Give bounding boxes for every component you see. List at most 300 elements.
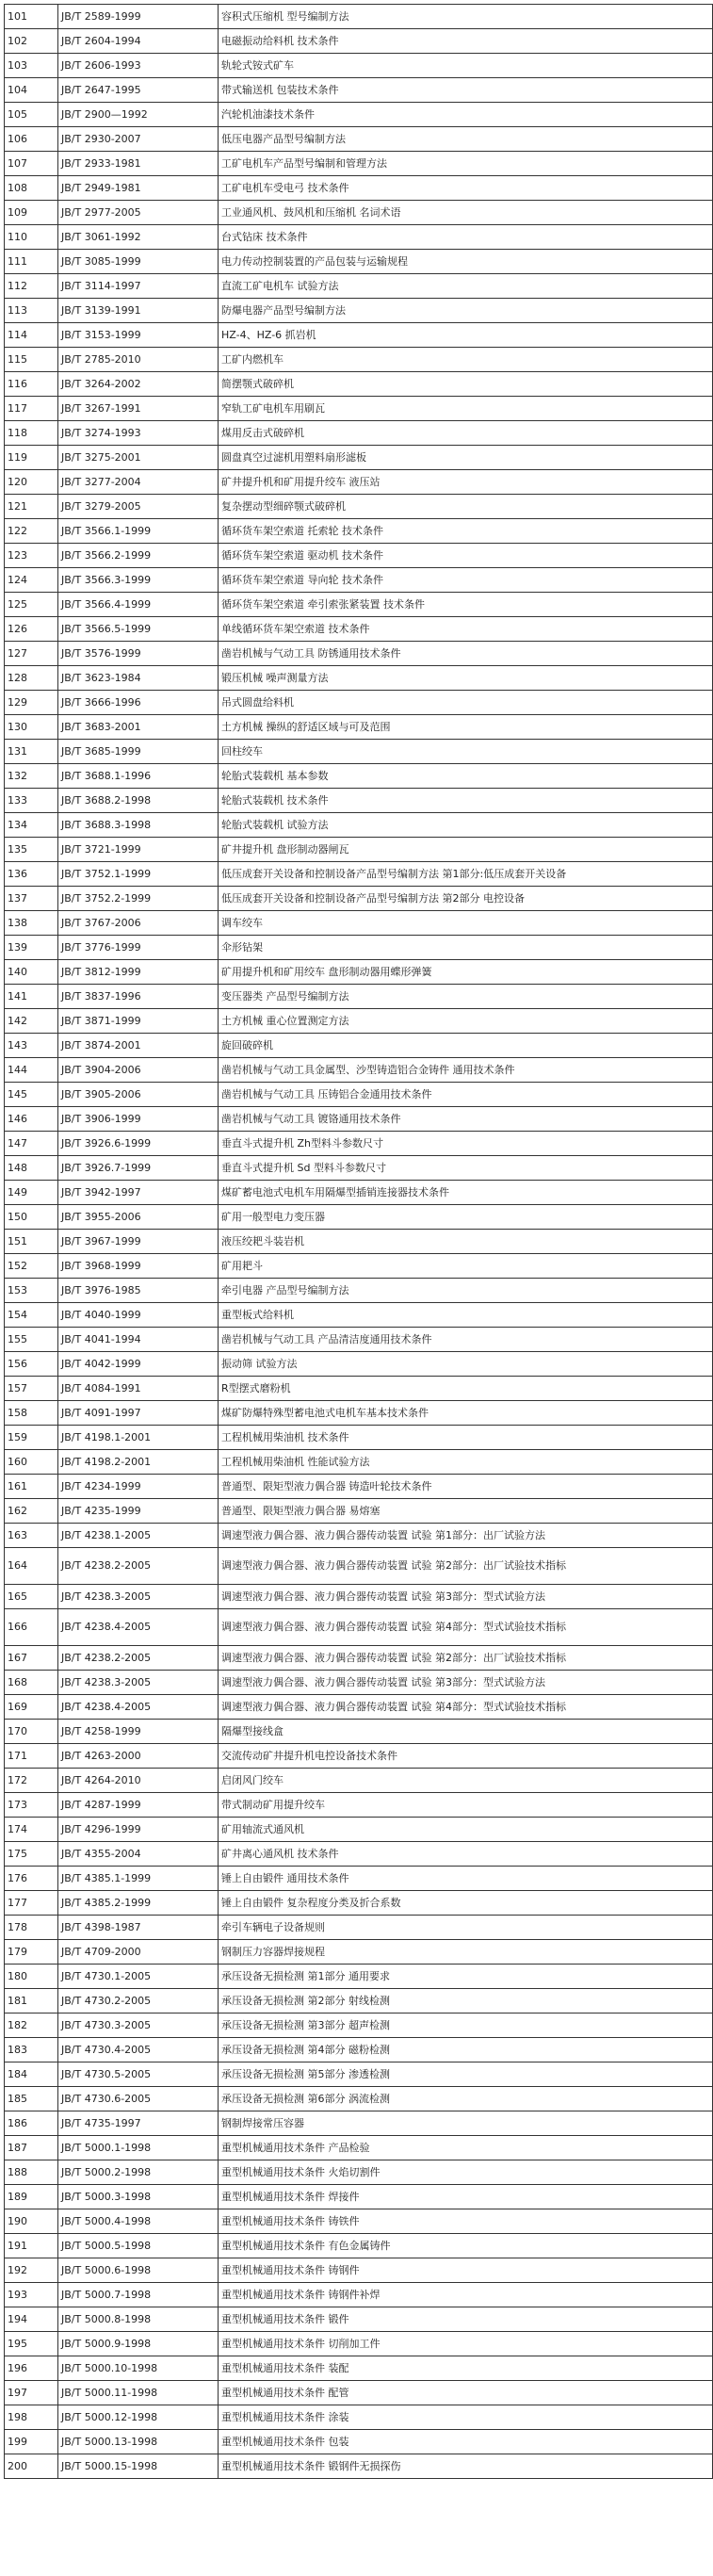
row-number-cell: 103 [5,54,58,78]
table-row [5,299,713,323]
standard-code-cell: JB/T 4235-1999 [58,1499,219,1524]
row-number-cell: 184 [5,2062,58,2087]
standard-code-cell: JB/T 5000.2-1998 [58,2160,219,2185]
standard-code-cell: JB/T 2606-1993 [58,54,219,78]
standard-code-cell: JB/T 3926.7-1999 [58,1156,219,1181]
standard-title-cell: 轮胎式装载机 技术条件 [219,789,713,813]
row-number-cell: 115 [5,348,58,372]
standards-table [4,4,713,2479]
standard-title-cell: 电力传动控制装置的产品包装与运输规程 [219,250,713,274]
table-row [5,78,713,103]
standard-code-cell: JB/T 3061-1992 [58,225,219,250]
standard-title-cell: 汽轮机油漆技术条件 [219,103,713,127]
standard-code-cell: JB/T 3905-2006 [58,1083,219,1107]
standard-title-cell: 调速型液力偶合器、液力偶合器传动装置 试验 第3部分：型式试验方法 [219,1585,713,1609]
table-row [5,936,713,960]
standard-code-cell: JB/T 4263-2000 [58,1744,219,1769]
row-number-cell: 183 [5,2038,58,2062]
standard-code-cell: JB/T 3566.2-1999 [58,544,219,568]
row-number-cell: 198 [5,2405,58,2430]
row-number-cell: 178 [5,1916,58,1940]
row-number-cell: 166 [5,1609,58,1646]
standard-code-cell: JB/T 4040-1999 [58,1303,219,1328]
standard-code-cell: JB/T 2604-1994 [58,29,219,54]
standard-title-cell: 锤上自由锻件 通用技术条件 [219,1867,713,1891]
standard-code-cell: JB/T 4234-1999 [58,1475,219,1499]
table-row [5,1352,713,1377]
row-number-cell: 130 [5,715,58,740]
standard-code-cell: JB/T 3812-1999 [58,960,219,985]
table-row [5,348,713,372]
standard-code-cell: JB/T 4398-1987 [58,1916,219,1940]
row-number-cell: 101 [5,5,58,29]
table-row [5,1965,713,1989]
table-row [5,740,713,764]
standard-title-cell: 交流传动矿井提升机电控设备技术条件 [219,1744,713,1769]
standard-code-cell: JB/T 4355-2004 [58,1842,219,1867]
row-number-cell: 196 [5,2356,58,2381]
standard-code-cell: JB/T 4735-1997 [58,2111,219,2136]
table-row [5,1083,713,1107]
table-row [5,691,713,715]
row-number-cell: 187 [5,2136,58,2160]
table-row [5,911,713,936]
row-number-cell: 175 [5,1842,58,1867]
standard-code-cell: JB/T 4091-1997 [58,1401,219,1426]
row-number-cell: 143 [5,1034,58,1058]
table-row [5,446,713,470]
table-row [5,2454,713,2479]
row-number-cell: 165 [5,1585,58,1609]
table-row [5,127,713,152]
table-row [5,1328,713,1352]
table-row [5,715,713,740]
standard-code-cell: JB/T 3685-1999 [58,740,219,764]
standard-title-cell: 凿岩机械与气动工具 镀铬通用技术条件 [219,1107,713,1132]
row-number-cell: 136 [5,862,58,887]
row-number-cell: 182 [5,2014,58,2038]
standard-title-cell: 矿用提升机和矿用绞车 盘形制动器用蝶形弹簧 [219,960,713,985]
table-row [5,1499,713,1524]
row-number-cell: 192 [5,2258,58,2283]
standard-code-cell: JB/T 4385.2-1999 [58,1891,219,1916]
table-row [5,2283,713,2307]
table-row [5,1818,713,1842]
table-row [5,2087,713,2111]
table-row [5,985,713,1009]
row-number-cell: 190 [5,2209,58,2234]
table-row [5,201,713,225]
row-number-cell: 161 [5,1475,58,1499]
row-number-cell: 147 [5,1132,58,1156]
table-row [5,544,713,568]
row-number-cell: 152 [5,1254,58,1279]
table-row [5,1842,713,1867]
standard-title-cell: 窄轨工矿电机车用刷瓦 [219,397,713,421]
standard-code-cell: JB/T 5000.15-1998 [58,2454,219,2479]
standard-title-cell: 变压器类 产品型号编制方法 [219,985,713,1009]
table-row [5,1107,713,1132]
standard-title-cell: 隔爆型接线盒 [219,1720,713,1744]
standard-title-cell: 工业通风机、鼓风机和压缩机 名词术语 [219,201,713,225]
table-row [5,2381,713,2405]
standard-title-cell: 矿用轴流式通风机 [219,1818,713,1842]
table-row [5,1769,713,1793]
table-row [5,1609,713,1646]
standard-code-cell: JB/T 5000.7-1998 [58,2283,219,2307]
standard-title-cell: 承压设备无损检测 第6部分 涡流检测 [219,2087,713,2111]
table-row [5,1156,713,1181]
table-row [5,2136,713,2160]
table-row [5,1377,713,1401]
standard-code-cell: JB/T 4385.1-1999 [58,1867,219,1891]
table-row [5,470,713,495]
standard-title-cell: 牵引车辆电子设备规则 [219,1916,713,1940]
table-row [5,1720,713,1744]
standard-title-cell: 重型机械通用技术条件 火焰切割件 [219,2160,713,2185]
table-row [5,103,713,127]
standard-title-cell: 循环货车架空索道 驱动机 技术条件 [219,544,713,568]
table-row [5,495,713,519]
standard-title-cell: 单线循环货车架空索道 技术条件 [219,617,713,642]
table-row [5,1426,713,1450]
standard-code-cell: JB/T 3576-1999 [58,642,219,666]
row-number-cell: 116 [5,372,58,397]
standard-title-cell: 垂直斗式提升机 Zh型料斗参数尺寸 [219,1132,713,1156]
table-row [5,838,713,862]
standard-title-cell: 圆盘真空过滤机用塑料扇形滤板 [219,446,713,470]
standard-title-cell: 复杂摆动型细碎颚式破碎机 [219,495,713,519]
table-row [5,1254,713,1279]
row-number-cell: 149 [5,1181,58,1205]
table-row [5,1181,713,1205]
standard-title-cell: 重型机械通用技术条件 铸钢件 [219,2258,713,2283]
table-row [5,1034,713,1058]
standard-title-cell: 调速型液力偶合器、液力偶合器传动装置 试验 第4部分：型式试验技术指标 [219,1609,713,1646]
standard-code-cell: JB/T 2949-1981 [58,176,219,201]
standard-code-cell: JB/T 4238.3-2005 [58,1585,219,1609]
standard-code-cell: JB/T 4730.5-2005 [58,2062,219,2087]
standard-title-cell: 重型机械通用技术条件 铸钢件补焊 [219,2283,713,2307]
table-row [5,1450,713,1475]
table-row [5,2405,713,2430]
row-number-cell: 104 [5,78,58,103]
standard-code-cell: JB/T 3968-1999 [58,1254,219,1279]
row-number-cell: 181 [5,1989,58,2014]
standard-code-cell: JB/T 3721-1999 [58,838,219,862]
standard-title-cell: 回柱绞车 [219,740,713,764]
table-row [5,764,713,789]
standard-code-cell: JB/T 5000.11-1998 [58,2381,219,2405]
standard-code-cell: JB/T 5000.5-1998 [58,2234,219,2258]
standard-title-cell: 带式输送机 包装技术条件 [219,78,713,103]
row-number-cell: 108 [5,176,58,201]
row-number-cell: 120 [5,470,58,495]
standard-title-cell: 循环货车架空索道 牵引索张紧装置 技术条件 [219,593,713,617]
table-row [5,397,713,421]
row-number-cell: 155 [5,1328,58,1352]
standard-code-cell: JB/T 3688.3-1998 [58,813,219,838]
row-number-cell: 168 [5,1671,58,1695]
standards-table-body [5,5,713,2479]
standard-title-cell: 轨轮式铵式矿车 [219,54,713,78]
row-number-cell: 173 [5,1793,58,1818]
table-row [5,1009,713,1034]
standard-code-cell: JB/T 3688.1-1996 [58,764,219,789]
standard-title-cell: 锻压机械 噪声测量方法 [219,666,713,691]
table-row [5,1940,713,1965]
row-number-cell: 121 [5,495,58,519]
standard-code-cell: JB/T 3274-1993 [58,421,219,446]
table-row [5,2111,713,2136]
row-number-cell: 189 [5,2185,58,2209]
row-number-cell: 106 [5,127,58,152]
standard-title-cell: 凿岩机械与气动工具 防锈通用技术条件 [219,642,713,666]
standard-code-cell: JB/T 2785-2010 [58,348,219,372]
row-number-cell: 172 [5,1769,58,1793]
table-row [5,54,713,78]
row-number-cell: 186 [5,2111,58,2136]
standard-code-cell: JB/T 4238.2-2005 [58,1646,219,1671]
standard-title-cell: 轮胎式装载机 试验方法 [219,813,713,838]
row-number-cell: 102 [5,29,58,54]
row-number-cell: 127 [5,642,58,666]
standard-title-cell: 承压设备无损检测 第3部分 超声检测 [219,2014,713,2038]
table-row [5,1303,713,1328]
table-row [5,2307,713,2332]
row-number-cell: 129 [5,691,58,715]
standard-code-cell: JB/T 4238.1-2005 [58,1524,219,1548]
table-row [5,225,713,250]
standard-code-cell: JB/T 4730.2-2005 [58,1989,219,2014]
row-number-cell: 133 [5,789,58,813]
standard-code-cell: JB/T 5000.9-1998 [58,2332,219,2356]
standard-code-cell: JB/T 4296-1999 [58,1818,219,1842]
standard-title-cell: 矿用耙斗 [219,1254,713,1279]
standard-code-cell: JB/T 3277-2004 [58,470,219,495]
row-number-cell: 137 [5,887,58,911]
row-number-cell: 156 [5,1352,58,1377]
standard-title-cell: 矿井离心通风机 技术条件 [219,1842,713,1867]
standard-title-cell: 防爆电器产品型号编制方法 [219,299,713,323]
standard-code-cell: JB/T 3267-1991 [58,397,219,421]
standard-code-cell: JB/T 4730.6-2005 [58,2087,219,2111]
row-number-cell: 117 [5,397,58,421]
standard-title-cell: 煤矿蓄电池式电机车用隔爆型插销连接器技术条件 [219,1181,713,1205]
row-number-cell: 174 [5,1818,58,1842]
row-number-cell: 157 [5,1377,58,1401]
standard-title-cell: 液压绞耙斗装岩机 [219,1230,713,1254]
table-row [5,1793,713,1818]
row-number-cell: 144 [5,1058,58,1083]
standard-title-cell: 振动筛 试验方法 [219,1352,713,1377]
row-number-cell: 179 [5,1940,58,1965]
table-row [5,421,713,446]
standard-code-cell: JB/T 4238.4-2005 [58,1695,219,1720]
standard-code-cell: JB/T 3752.1-1999 [58,862,219,887]
row-number-cell: 119 [5,446,58,470]
standard-code-cell: JB/T 4041-1994 [58,1328,219,1352]
table-row [5,617,713,642]
standard-title-cell: 承压设备无损检测 第1部分 通用要求 [219,1965,713,1989]
row-number-cell: 142 [5,1009,58,1034]
table-row [5,372,713,397]
row-number-cell: 160 [5,1450,58,1475]
row-number-cell: 169 [5,1695,58,1720]
standard-title-cell: 带式制动矿用提升绞车 [219,1793,713,1818]
standard-code-cell: JB/T 4238.2-2005 [58,1548,219,1585]
standard-title-cell: 重型机械通用技术条件 有色金属铸件 [219,2234,713,2258]
row-number-cell: 185 [5,2087,58,2111]
table-row [5,1524,713,1548]
table-row [5,152,713,176]
table-row [5,2430,713,2454]
table-row [5,862,713,887]
row-number-cell: 111 [5,250,58,274]
table-row [5,887,713,911]
table-row [5,1867,713,1891]
standard-code-cell: JB/T 3279-2005 [58,495,219,519]
standard-code-cell: JB/T 5000.4-1998 [58,2209,219,2234]
standard-code-cell: JB/T 5000.10-1998 [58,2356,219,2381]
row-number-cell: 159 [5,1426,58,1450]
row-number-cell: 110 [5,225,58,250]
table-row [5,2258,713,2283]
standard-code-cell: JB/T 3085-1999 [58,250,219,274]
standard-title-cell: 循环货车架空索道 导向轮 技术条件 [219,568,713,593]
standard-code-cell: JB/T 4709-2000 [58,1940,219,1965]
table-row [5,1205,713,1230]
standard-title-cell: 重型机械通用技术条件 焊接件 [219,2185,713,2209]
table-row [5,813,713,838]
row-number-cell: 170 [5,1720,58,1744]
row-number-cell: 124 [5,568,58,593]
table-row [5,1475,713,1499]
standard-title-cell: 锤上自由锻件 复杂程度分类及折合系数 [219,1891,713,1916]
standard-title-cell: 凿岩机械与气动工具金属型、沙型铸造铝合金铸件 通用技术条件 [219,1058,713,1083]
row-number-cell: 109 [5,201,58,225]
row-number-cell: 128 [5,666,58,691]
standard-title-cell: 调速型液力偶合器、液力偶合器传动装置 试验 第2部分：出厂试验技术指标 [219,1548,713,1585]
row-number-cell: 193 [5,2283,58,2307]
standard-code-cell: JB/T 4084-1991 [58,1377,219,1401]
row-number-cell: 138 [5,911,58,936]
standard-title-cell: 重型板式给料机 [219,1303,713,1328]
table-row [5,1132,713,1156]
standard-title-cell: 普通型、限矩型液力偶合器 铸造叶轮技术条件 [219,1475,713,1499]
row-number-cell: 122 [5,519,58,544]
table-row [5,274,713,299]
standard-title-cell: 钢制压力容器焊接规程 [219,1940,713,1965]
row-number-cell: 164 [5,1548,58,1585]
standard-title-cell: 低压成套开关设备和控制设备产品型号编制方法 第1部分:低压成套开关设备 [219,862,713,887]
standard-title-cell: 重型机械通用技术条件 切削加工件 [219,2332,713,2356]
standard-code-cell: JB/T 3767-2006 [58,911,219,936]
table-row [5,666,713,691]
standard-title-cell: 普通型、限矩型液力偶合器 易熔塞 [219,1499,713,1524]
row-number-cell: 176 [5,1867,58,1891]
standard-title-cell: 伞形钻架 [219,936,713,960]
standard-code-cell: JB/T 2977-2005 [58,201,219,225]
standard-title-cell: 低压成套开关设备和控制设备产品型号编制方法 第2部分 电控设备 [219,887,713,911]
row-number-cell: 163 [5,1524,58,1548]
standard-code-cell: JB/T 2589-1999 [58,5,219,29]
table-row [5,1548,713,1585]
row-number-cell: 132 [5,764,58,789]
row-number-cell: 171 [5,1744,58,1769]
row-number-cell: 139 [5,936,58,960]
table-row [5,2185,713,2209]
row-number-cell: 197 [5,2381,58,2405]
standard-code-cell: JB/T 3942-1997 [58,1181,219,1205]
standard-code-cell: JB/T 3955-2006 [58,1205,219,1230]
table-row [5,2209,713,2234]
standard-code-cell: JB/T 3926.6-1999 [58,1132,219,1156]
table-row [5,1646,713,1671]
standard-title-cell: 矿井提升机 盘形制动器闸瓦 [219,838,713,862]
standard-code-cell: JB/T 2900—1992 [58,103,219,127]
standard-title-cell: 重型机械通用技术条件 装配 [219,2356,713,2381]
standard-code-cell: JB/T 3683-2001 [58,715,219,740]
row-number-cell: 135 [5,838,58,862]
row-number-cell: 112 [5,274,58,299]
table-row [5,1230,713,1254]
standard-title-cell: 容积式压缩机 型号编制方法 [219,5,713,29]
standard-code-cell: JB/T 3153-1999 [58,323,219,348]
standard-title-cell: 煤用反击式破碎机 [219,421,713,446]
table-row [5,2062,713,2087]
row-number-cell: 154 [5,1303,58,1328]
standard-title-cell: 重型机械通用技术条件 包装 [219,2430,713,2454]
standard-code-cell: JB/T 3776-1999 [58,936,219,960]
standard-code-cell: JB/T 4730.3-2005 [58,2014,219,2038]
standard-code-cell: JB/T 4258-1999 [58,1720,219,1744]
standard-title-cell: 矿用一般型电力变压器 [219,1205,713,1230]
row-number-cell: 188 [5,2160,58,2185]
table-row [5,2160,713,2185]
standard-code-cell: JB/T 4264-2010 [58,1769,219,1793]
standard-title-cell: 牵引电器 产品型号编制方法 [219,1279,713,1303]
standard-code-cell: JB/T 3688.2-1998 [58,789,219,813]
standard-code-cell: JB/T 3871-1999 [58,1009,219,1034]
standard-title-cell: 工矿电机车受电弓 技术条件 [219,176,713,201]
row-number-cell: 195 [5,2332,58,2356]
standard-title-cell: 钢制焊接常压容器 [219,2111,713,2136]
table-row [5,2332,713,2356]
standard-code-cell: JB/T 5000.13-1998 [58,2430,219,2454]
standard-title-cell: 重型机械通用技术条件 涂装 [219,2405,713,2430]
standard-title-cell: 重型机械通用技术条件 锻件 [219,2307,713,2332]
standard-code-cell: JB/T 3666-1996 [58,691,219,715]
table-row [5,2014,713,2038]
table-row [5,1671,713,1695]
row-number-cell: 167 [5,1646,58,1671]
standard-title-cell: 调速型液力偶合器、液力偶合器传动装置 试验 第3部分：型式试验方法 [219,1671,713,1695]
standard-code-cell: JB/T 2647-1995 [58,78,219,103]
standard-title-cell: 调车绞车 [219,911,713,936]
standard-title-cell: 直流工矿电机车 试验方法 [219,274,713,299]
standard-title-cell: 土方机械 操纵的舒适区域与可及范围 [219,715,713,740]
row-number-cell: 162 [5,1499,58,1524]
row-number-cell: 177 [5,1891,58,1916]
table-row [5,176,713,201]
standard-title-cell: 调速型液力偶合器、液力偶合器传动装置 试验 第1部分：出厂试验方法 [219,1524,713,1548]
row-number-cell: 113 [5,299,58,323]
standard-title-cell: 循环货车架空索道 托索轮 技术条件 [219,519,713,544]
standard-code-cell: JB/T 3874-2001 [58,1034,219,1058]
standard-code-cell: JB/T 4198.1-2001 [58,1426,219,1450]
table-row [5,642,713,666]
